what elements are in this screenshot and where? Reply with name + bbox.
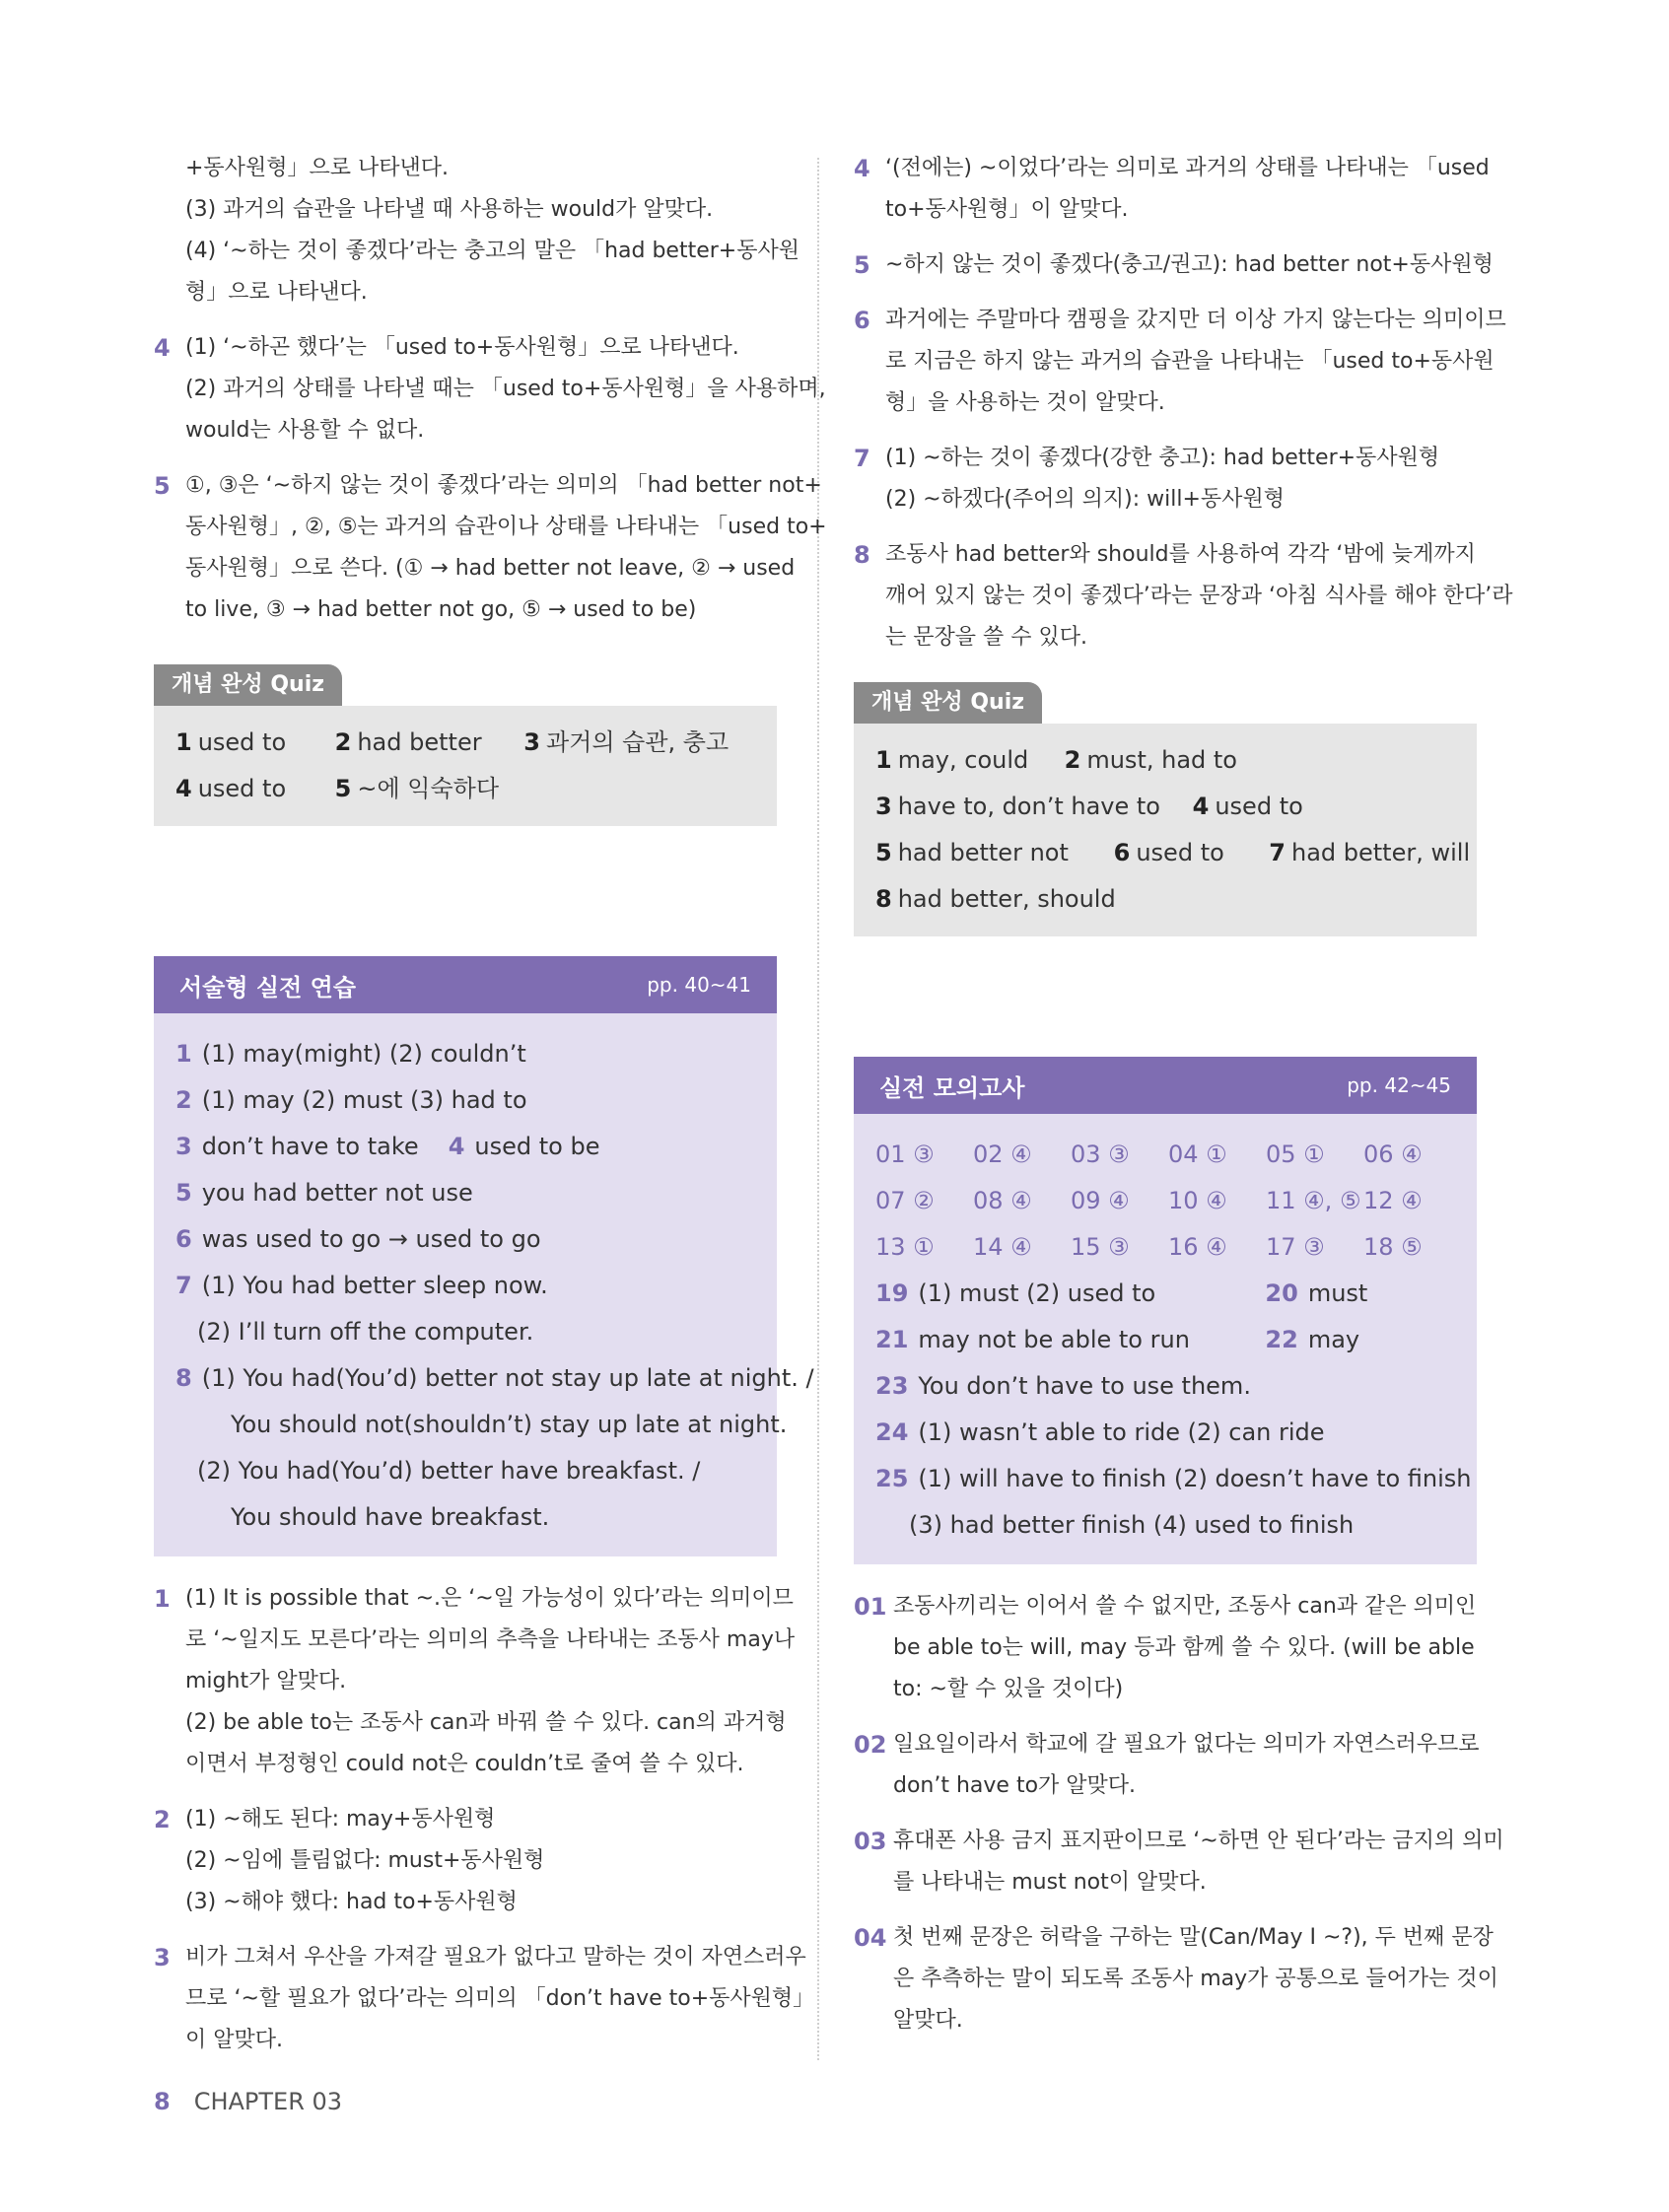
explanation-item: 5 ①, ③은 ‘~하지 않는 것이 좋겠다’라는 의미의 「had better not+ 동사원형」, ②, ⑤는 과거의 습관이나 상태를 나타내는 「used to+ 동사원형」으로 쓴다. (① → had better not leave, ② → used to live, ③ → had better not go, ⑤ → used to be) (154, 472, 827, 622)
answer-row: 3 don’t have to take 4 used to be (175, 1133, 600, 1160)
practice-explanations (154, 1578, 815, 2061)
practice-header (154, 956, 777, 1013)
explanation-item: 7 (1) ~하는 것이 좋겠다(강한 충고): had better+동사원형 (2) ~하겠다(주어의 의지): will+동사원형 (854, 445, 1440, 512)
answer-row: 8 (1) You had(You’d) better not stay up late at night. / (175, 1364, 814, 1392)
explanation-item: 5 ~하지 않는 것이 좋겠다(충고/권고): had better not+동사원형 (854, 251, 1494, 279)
grid-answer: 13 ① (875, 1233, 935, 1261)
concept-quiz-right (854, 682, 1477, 936)
answer-row: 7 (1) You had better sleep now. (175, 1272, 548, 1299)
grid-answer: 08 ④ (973, 1187, 1032, 1214)
answer-row: 2 (1) may (2) must (3) had to (175, 1086, 527, 1114)
grid-answer: 12 ④ (1363, 1187, 1423, 1214)
grid-answer: 18 ⑤ (1363, 1233, 1423, 1261)
answer-row: (3) had better finish (4) used to finish (909, 1511, 1355, 1539)
answer-grid (875, 1132, 1455, 1271)
answer-row: 25 (1) will have to finish (2) doesn’t have to finish (875, 1465, 1472, 1492)
continued-explanation: +동사원형」으로 나타낸다. (3) 과거의 습관을 나타낼 때 사용하는 would가 알맞다. (4) ‘~하는 것이 좋겠다’라는 충고의 말은 「had better+동사원 형」으로 나타낸다. (185, 156, 800, 305)
practice-panel (154, 956, 814, 1556)
explanation-item: 2 (1) ~해도 된다: may+동사원형 (2) ~임에 틀림없다: must+동사원형 (3) ~해야 했다: had to+동사원형 (154, 1806, 545, 1914)
answer-row: 19 (1) must (2) used to 20 must (875, 1279, 1368, 1307)
grid-answer: 11 ④, ⑤ (1266, 1187, 1361, 1214)
quiz-row: 1 used to 2 had better 3 과거의 습관, 충고 (175, 728, 730, 756)
mock-exam-header (854, 1057, 1477, 1114)
left-column (154, 148, 827, 2075)
answer-row: (2) You had(You’d) better have breakfast. / (197, 1457, 701, 1485)
explanation-item: 4 ‘(전에는) ~이었다’라는 의미로 과거의 상태를 나타내는 「used to+동사원형」이 알맞다. (854, 155, 1490, 222)
grid-answer: 02 ④ (973, 1141, 1032, 1168)
explanation-item: 4 (1) ‘~하곤 했다’는 「used to+동사원형」으로 나타낸다. (2) 과거의 상태를 나타낼 때는 「used to+동사원형」을 사용하며, would는 사용할 수 없다. (154, 334, 826, 443)
chapter-label: CHAPTER 03 (193, 2088, 343, 2115)
practice-pages: pp. 40~41 (647, 973, 751, 997)
answer-row: 6 was used to go → used to go (175, 1225, 541, 1253)
grid-answer: 05 ① (1266, 1141, 1325, 1168)
grid-answer: 07 ② (875, 1187, 935, 1214)
grid-answer: 03 ③ (1071, 1141, 1130, 1168)
grid-answer: 14 ④ (973, 1233, 1032, 1261)
quiz-tab: 개념 완성 Quiz (854, 682, 1042, 724)
explanation-item: 02 일요일이라서 학교에 갈 필요가 없다는 의미가 자연스러우므로 don’t have to가 알맞다. (854, 1731, 1480, 1798)
mock-exam-panel (854, 1057, 1477, 1564)
quiz-row: 1 may, could 2 must, had to (875, 746, 1237, 774)
practice-title: 서술형 실전 연습 (179, 973, 356, 1002)
grid-answer: 16 ④ (1168, 1233, 1227, 1261)
quiz-row: 3 have to, don’t have to 4 used to (875, 793, 1303, 820)
grid-answer: 04 ① (1168, 1141, 1227, 1168)
explanation-item: 04 첫 번째 문장은 허락을 구하는 말(Can/May I ~?), 두 번째 문장 은 추측하는 말이 되도록 조동사 may가 공통으로 들어가는 것이 알맞다. (854, 1924, 1498, 2033)
answer-row: 24 (1) wasn’t able to ride (2) can ride (875, 1418, 1325, 1446)
grid-answer: 17 ③ (1266, 1233, 1325, 1261)
explanation-item: 1 (1) It is possible that ~.은 ‘~일 가능성이 있다’라는 의미이므 로 ‘~일지도 모른다’라는 의미의 추측을 나타내는 조동사 may나 might가 알맞다. (2) be able to는 조동사 can과 바꿔 쓸 수 있다. can의 과거형 이면서 부정형인 could not은 couldn’t로 줄여 쓸 수 있다. (154, 1585, 796, 1776)
grid-answer: 01 ③ (875, 1141, 935, 1168)
quiz-row: 8 had better, should (875, 885, 1116, 913)
quiz-row: 5 had better not 6 used to 7 had better, will (875, 839, 1471, 866)
quiz-answers (154, 706, 777, 826)
answer-row: 23 You don’t have to use them. (875, 1372, 1251, 1400)
answer-row: 5 you had better not use (175, 1179, 473, 1207)
mock-exam-explanations (854, 1586, 1504, 2041)
grid-answer: 10 ④ (1168, 1187, 1227, 1214)
mock-exam-answers (854, 1114, 1477, 1564)
answer-row: 1 (1) may(might) (2) couldn’t (175, 1040, 526, 1068)
answer-row: You should not(shouldn’t) stay up late at night. (231, 1411, 788, 1438)
practice-answers (154, 1013, 814, 1556)
quiz-tab: 개념 완성 Quiz (154, 664, 342, 706)
answer-row: (2) I’ll turn off the computer. (197, 1318, 534, 1346)
grid-answer: 15 ③ (1071, 1233, 1130, 1261)
page-number: 8 (154, 2088, 171, 2115)
page-footer (154, 2088, 342, 2115)
answer-row: 21 may not be able to run 22 may (875, 1326, 1360, 1353)
explanation-item: 6 과거에는 주말마다 캠핑을 갔지만 더 이상 가지 않는다는 의미이므 로 지금은 하지 않는 과거의 습관을 나타내는 「used to+동사원 형」을 사용하는 것이 알맞다. (854, 307, 1506, 415)
concept-quiz-left (154, 664, 777, 826)
right-column (854, 148, 1513, 2055)
mock-exam-title: 실전 모의고사 (879, 1073, 1025, 1102)
mock-exam-pages: pp. 42~45 (1347, 1073, 1451, 1097)
quiz-answers (854, 724, 1477, 936)
grid-answer: 06 ④ (1363, 1141, 1423, 1168)
explanation-item: 01 조동사끼리는 이어서 쓸 수 없지만, 조동사 can과 같은 의미인 be able to는 will, may 등과 함께 쓸 수 있다. (will be able to: ~할 수 있을 것이다) (854, 1593, 1477, 1701)
grid-answer: 09 ④ (1071, 1187, 1130, 1214)
explanation-item: 3 비가 그쳐서 우산을 가져갈 필요가 없다고 말하는 것이 자연스러우 므로 ‘~할 필요가 없다’라는 의미의 「don’t have to+동사원형」 이 알맞다. (154, 1944, 815, 2052)
explanation-item: 8 조동사 had better와 should를 사용하여 각각 ‘밤에 늦게까지 깨어 있지 않는 것이 좋겠다’라는 문장과 ‘아침 식사를 해야 한다’라 는 문장을 쓸 수 있다. (854, 541, 1513, 650)
answer-row: You should have breakfast. (231, 1503, 550, 1531)
explanation-item: 03 휴대폰 사용 금지 표지판이므로 ‘~하면 안 된다’라는 금지의 의미 를 나타내는 must not이 알맞다. (854, 1828, 1504, 1895)
quiz-row: 4 used to 5 ~에 익숙하다 (175, 775, 500, 802)
